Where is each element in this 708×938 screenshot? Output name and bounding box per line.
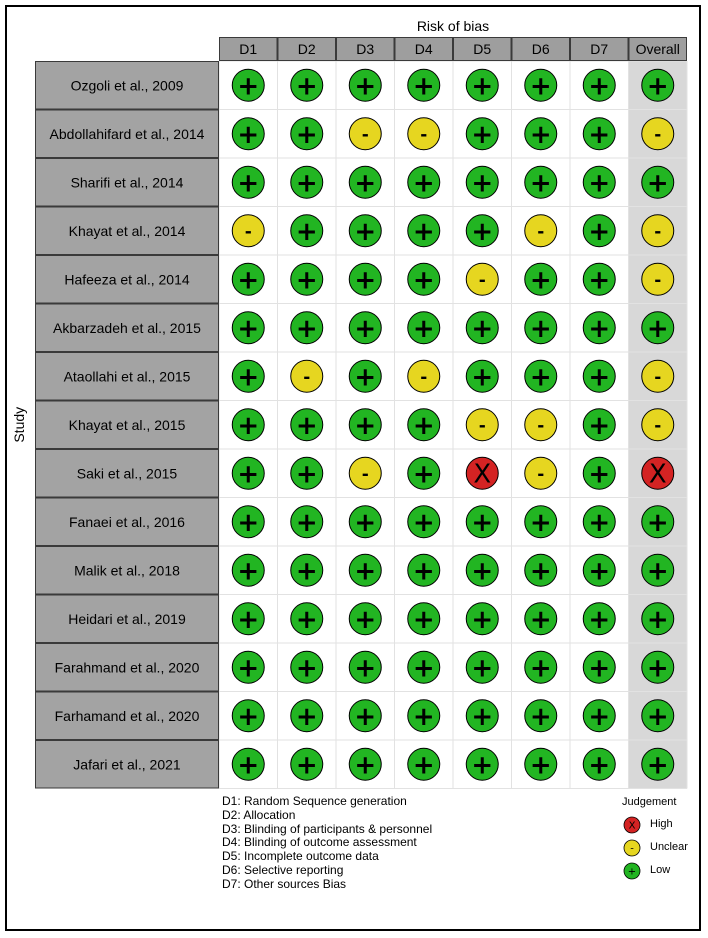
judgement-low-symbol: + (354, 750, 377, 781)
judgement-low-symbol: + (295, 410, 318, 441)
study-label: Saki et al., 2015 (76, 465, 178, 482)
judgement-low-symbol: + (646, 653, 669, 684)
judgement-low-symbol: + (354, 216, 377, 247)
domain-legend-item: D2: Allocation (222, 807, 296, 822)
judgement-low-symbol: + (412, 653, 435, 684)
domain-legend-item: D7: Other sources Bias (222, 876, 347, 891)
judgement-low-symbol: + (237, 410, 260, 441)
column-header-label: D5 (473, 41, 492, 57)
judgement-low-symbol: + (588, 119, 611, 150)
column-header-label: D7 (590, 41, 609, 57)
judgement-low-symbol: + (354, 701, 377, 732)
judgement-low-symbol: + (471, 604, 494, 635)
judgement-low-symbol: + (354, 168, 377, 199)
legend-unclear-label: Unclear (650, 841, 688, 853)
judgement-unclear-symbol: - (654, 367, 662, 388)
domain-legend-item: D1: Random Sequence generation (222, 794, 407, 808)
judgement-low-symbol: + (471, 71, 494, 102)
judgement-legend-title: Judgement (622, 796, 677, 808)
study-label: Jafari et al., 2021 (73, 756, 181, 773)
judgement-low-symbol: + (295, 265, 318, 296)
judgement-low-symbol: + (588, 313, 611, 344)
judgement-low-symbol: + (354, 556, 377, 587)
judgement-low-symbol: + (588, 459, 611, 490)
judgement-low-symbol: + (237, 750, 260, 781)
column-header-label: D3 (356, 41, 375, 57)
study-label: Ataollahi et al., 2015 (63, 368, 191, 385)
judgement-low-symbol: + (412, 265, 435, 296)
judgement-low-symbol: + (295, 701, 318, 732)
judgement-low-symbol: + (237, 653, 260, 684)
judgement-low-symbol: + (354, 313, 377, 344)
judgement-low-symbol: + (295, 507, 318, 538)
judgement-low-symbol: + (471, 653, 494, 684)
judgement-low-symbol: + (646, 556, 669, 587)
legend-low-symbol: + (627, 866, 637, 878)
study-label: Akbarzadeh et al., 2015 (53, 319, 201, 336)
judgement-unclear-symbol: - (537, 415, 545, 436)
judgement-low-symbol: + (529, 750, 552, 781)
judgement-low-symbol: + (646, 313, 669, 344)
judgement-low-symbol: + (471, 556, 494, 587)
judgement-low-symbol: + (471, 507, 494, 538)
judgement-low-symbol: + (412, 168, 435, 199)
judgement-low-symbol: + (354, 507, 377, 538)
judgement-low-symbol: + (529, 313, 552, 344)
judgement-low-symbol: + (471, 216, 494, 247)
judgement-low-symbol: + (412, 701, 435, 732)
column-header-label: D6 (531, 41, 550, 57)
judgement-low-symbol: + (529, 168, 552, 199)
judgement-unclear-symbol: - (361, 464, 369, 485)
judgement-low-symbol: + (295, 216, 318, 247)
judgement-low-symbol: + (471, 701, 494, 732)
legend-low-label: Low (650, 864, 671, 876)
judgement-low-symbol: + (588, 604, 611, 635)
judgement-low-symbol: + (529, 507, 552, 538)
judgement-low-symbol: + (354, 362, 377, 393)
judgement-low-symbol: + (237, 556, 260, 587)
column-header-label: Overall (635, 41, 680, 57)
judgement-high-symbol: X (648, 459, 667, 490)
y-axis-label: Study (11, 406, 27, 443)
judgement-low-symbol: + (588, 556, 611, 587)
judgement-low-symbol: + (471, 313, 494, 344)
judgement-low-symbol: + (412, 556, 435, 587)
judgement-low-symbol: + (295, 556, 318, 587)
judgement-low-symbol: + (588, 168, 611, 199)
column-header-label: D2 (297, 41, 316, 57)
judgement-low-symbol: + (237, 71, 260, 102)
judgement-low-symbol: + (588, 750, 611, 781)
judgement-unclear-symbol: - (654, 270, 662, 291)
judgement-low-symbol: + (295, 750, 318, 781)
judgement-low-symbol: + (237, 507, 260, 538)
judgement-low-symbol: + (295, 313, 318, 344)
judgement-low-symbol: + (471, 168, 494, 199)
judgement-low-symbol: + (237, 701, 260, 732)
judgement-low-symbol: + (588, 410, 611, 441)
domain-legend-item: D3: Blinding of participants & personnel (222, 821, 433, 836)
judgement-low-symbol: + (237, 604, 260, 635)
judgement-unclear-symbol: - (537, 464, 545, 485)
study-label: Fanaei et al., 2016 (69, 513, 185, 530)
judgement-low-symbol: + (412, 604, 435, 635)
domain-legend-item: D4: Blinding of outcome assessment (222, 835, 417, 850)
chart-title: Risk of bias (416, 18, 490, 34)
judgement-unclear-symbol: - (654, 221, 662, 242)
judgement-low-symbol: + (412, 507, 435, 538)
judgement-unclear-symbol: - (244, 221, 252, 242)
column-header-label: D1 (239, 41, 258, 57)
judgement-low-symbol: + (354, 71, 377, 102)
judgement-low-symbol: + (295, 459, 318, 490)
judgement-low-symbol: + (471, 750, 494, 781)
judgement-unclear-symbol: - (537, 221, 545, 242)
judgement-low-symbol: + (412, 750, 435, 781)
study-label: Heidari et al., 2019 (68, 610, 186, 627)
study-label: Khayat et al., 2014 (68, 222, 186, 239)
legend-unclear-symbol: - (630, 843, 634, 855)
judgement-low-symbol: + (237, 119, 260, 150)
legend-high-symbol: X (628, 820, 636, 832)
column-header-label: D4 (414, 41, 433, 57)
judgement-low-symbol: + (412, 459, 435, 490)
judgement-low-symbol: + (354, 410, 377, 441)
judgement-low-symbol: + (588, 71, 611, 102)
judgement-low-symbol: + (412, 410, 435, 441)
judgement-low-symbol: + (412, 216, 435, 247)
judgement-low-symbol: + (412, 313, 435, 344)
judgement-low-symbol: + (529, 71, 552, 102)
judgement-low-symbol: + (295, 604, 318, 635)
judgement-low-symbol: + (588, 265, 611, 296)
judgement-unclear-symbol: - (361, 124, 369, 145)
judgement-low-symbol: + (588, 507, 611, 538)
judgement-unclear-symbol: - (420, 367, 428, 388)
judgement-low-symbol: + (588, 701, 611, 732)
judgement-low-symbol: + (646, 701, 669, 732)
judgement-low-symbol: + (471, 362, 494, 393)
judgement-low-symbol: + (354, 653, 377, 684)
judgement-low-symbol: + (529, 362, 552, 393)
judgement-low-symbol: + (237, 362, 260, 393)
judgement-unclear-symbol: - (303, 367, 311, 388)
judgement-low-symbol: + (529, 556, 552, 587)
judgement-low-symbol: + (295, 71, 318, 102)
judgement-low-symbol: + (529, 119, 552, 150)
judgement-low-symbol: + (646, 750, 669, 781)
judgement-unclear-symbol: - (478, 415, 486, 436)
judgement-low-symbol: + (237, 168, 260, 199)
judgement-low-symbol: + (529, 265, 552, 296)
study-label: Khayat et al., 2015 (68, 416, 186, 433)
legend-high-label: High (650, 818, 673, 830)
study-label: Farhamand et al., 2020 (54, 707, 200, 724)
judgement-low-symbol: + (588, 362, 611, 393)
judgement-low-symbol: + (354, 604, 377, 635)
judgement-unclear-symbol: - (478, 270, 486, 291)
study-label: Ozgoli et al., 2009 (70, 77, 184, 94)
judgement-low-symbol: + (237, 459, 260, 490)
judgement-low-symbol: + (295, 653, 318, 684)
judgement-unclear-symbol: - (654, 124, 662, 145)
judgement-low-symbol: + (237, 265, 260, 296)
domain-legend-item: D5: Incomplete outcome data (222, 849, 379, 864)
study-label: Hafeeza et al., 2014 (64, 271, 190, 288)
judgement-low-symbol: + (646, 168, 669, 199)
study-label: Malik et al., 2018 (74, 562, 180, 579)
judgement-low-symbol: + (237, 313, 260, 344)
judgement-low-symbol: + (529, 604, 552, 635)
judgement-low-symbol: + (646, 71, 669, 102)
domain-legend-item: D6: Selective reporting (222, 863, 344, 877)
study-label: Abdollahifard et al., 2014 (49, 125, 205, 142)
judgement-unclear-symbol: - (420, 124, 428, 145)
study-label: Sharifi et al., 2014 (70, 174, 184, 191)
judgement-low-symbol: + (412, 71, 435, 102)
judgement-low-symbol: + (354, 265, 377, 296)
judgement-low-symbol: + (588, 653, 611, 684)
judgement-low-symbol: + (646, 507, 669, 538)
judgement-low-symbol: + (529, 701, 552, 732)
judgement-low-symbol: + (646, 604, 669, 635)
judgement-low-symbol: + (295, 168, 318, 199)
judgement-low-symbol: + (471, 119, 494, 150)
judgement-low-symbol: + (529, 653, 552, 684)
study-label: Farahmand et al., 2020 (54, 659, 200, 676)
judgement-unclear-symbol: - (654, 415, 662, 436)
judgement-high-symbol: X (473, 459, 492, 490)
judgement-low-symbol: + (295, 119, 318, 150)
judgement-low-symbol: + (588, 216, 611, 247)
